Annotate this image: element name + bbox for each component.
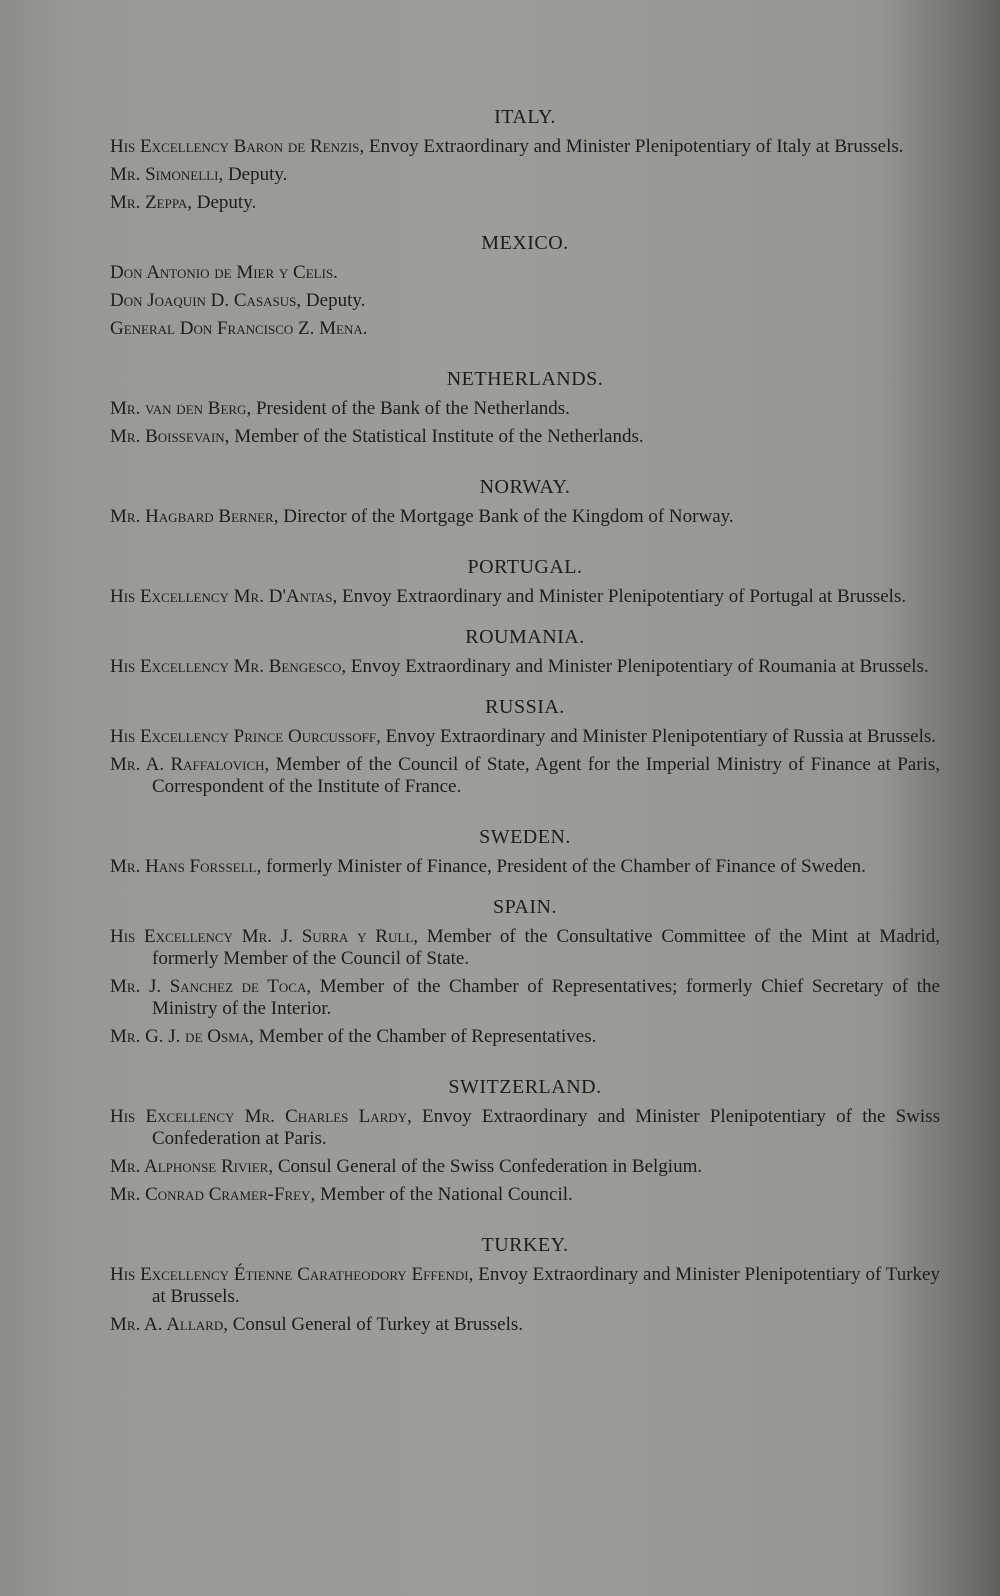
section-portugal [110,556,940,608]
country-heading: RUSSIA. [485,696,565,718]
delegate-entry [110,1314,940,1336]
country-heading: PORTUGAL. [467,556,583,578]
delegates-list [110,106,940,1342]
delegate-name: Mr. Hans Forssell, [110,856,262,877]
delegate-name: Mr. G. J. de Osma, [110,1026,254,1047]
delegate-name: His Excellency Mr. J. Surra y Rull, [110,926,419,947]
delegate-entry [110,926,940,970]
delegate-name: Mr. Zeppa, [110,192,193,213]
delegate-entry [110,262,940,284]
section-roumania [110,626,940,678]
delegate-entry [110,1184,940,1206]
delegate-description: Deputy. [301,290,366,311]
delegate-entry [110,426,940,448]
section-netherlands [110,368,940,448]
delegate-description: formerly Minister of Finance, President of the Chamber of Finance of Sweden. [261,856,866,877]
section-russia [110,696,940,798]
delegate-description: Member of the National Council. [315,1184,573,1205]
section-spain [110,896,940,1048]
delegate-description: Member of the Chamber of Representatives; formerly Chief Secretary of the Ministry of the Interior. [152,976,940,1019]
country-heading: SWITZERLAND. [448,1076,602,1098]
delegate-description: Consul General of Turkey at Brussels. [228,1314,524,1335]
delegate-description: President of the Bank of the Netherlands. [251,398,570,419]
delegate-description: Envoy Extraordinary and Minister Plenipotentiary of Roumania at Brussels. [346,656,929,677]
delegate-entry [110,398,940,420]
delegate-entry [110,318,940,340]
delegate-description: Envoy Extraordinary and Minister Plenipotentiary of Italy at Brussels. [364,136,904,157]
delegate-name: Mr. Alphonse Rivier, [110,1156,274,1177]
delegate-entry [110,290,940,312]
country-heading: SPAIN. [493,896,557,918]
delegate-name: Mr. Simonelli, [110,164,224,185]
delegate-name: His Excellency Mr. Charles Lardy, [110,1106,412,1127]
delegate-name: Mr. J. Sanchez de Toca, [110,976,312,997]
delegate-entry [110,1026,940,1048]
delegate-entry [110,1264,940,1308]
delegate-name: Don Antonio de Mier y Celis. [110,262,338,283]
delegate-description: Member of the Chamber of Representatives. [253,1026,597,1047]
delegate-entry [110,164,940,186]
country-heading: NORWAY. [479,476,571,498]
delegate-entry [110,754,940,798]
delegate-name: General Don Francisco Z. Mena. [110,318,368,339]
delegate-name: Don Joaquin D. Casasus, [110,290,302,311]
delegate-description: Deputy. [192,192,257,213]
delegate-description: Director of the Mortgage Bank of the Kingdom of Norway. [278,506,734,527]
delegate-entry [110,856,940,878]
delegate-entry [110,586,940,608]
delegate-entry [110,1156,940,1178]
delegate-entry [110,656,940,678]
delegate-name: His Excellency Prince Ourcussoff, [110,726,381,747]
delegate-name: Mr. Hagbard Berner, [110,506,279,527]
delegate-name: His Excellency Étienne Caratheodory Effendi, [110,1264,474,1285]
delegate-name: Mr. Conrad Cramer-Frey, [110,1184,316,1205]
country-heading: TURKEY. [481,1234,569,1256]
country-heading: MEXICO. [481,232,569,254]
delegate-name: Mr. A. Allard, [110,1314,228,1335]
delegate-entry [110,506,940,528]
country-heading: SWEDEN. [479,826,571,848]
section-norway [110,476,940,528]
country-heading: ROUMANIA. [465,626,585,648]
country-heading: ITALY. [494,106,556,128]
delegate-name: Mr. Boissevain, [110,426,230,447]
delegate-description: Deputy. [223,164,288,185]
delegate-entry [110,976,940,1020]
delegate-description: Member of the Statistical Institute of the Netherlands. [229,426,644,447]
delegate-description: Member of the Council of State, Agent for the Imperial Ministry of Finance at Paris, Correspondent of the Institute of France. [152,754,940,797]
delegate-entry [110,192,940,214]
delegate-entry [110,136,940,158]
delegate-description: Envoy Extraordinary and Minister Plenipotentiary of Turkey at Brussels. [152,1264,940,1307]
delegate-description: Envoy Extraordinary and Minister Plenipotentiary of Portugal at Brussels. [337,586,907,607]
delegate-description: Envoy Extraordinary and Minister Plenipotentiary of the Swiss Confederation at Paris. [152,1106,940,1149]
section-sweden [110,826,940,878]
delegate-name: His Excellency Mr. D'Antas, [110,586,338,607]
section-mexico [110,232,940,340]
section-italy [110,106,940,214]
delegate-name: His Excellency Mr. Bengesco, [110,656,347,677]
delegate-description: Envoy Extraordinary and Minister Plenipotentiary of Russia at Brussels. [380,726,937,747]
delegate-description: Consul General of the Swiss Confederation in Belgium. [273,1156,703,1177]
delegate-name: Mr. A. Raffalovich, [110,754,270,775]
delegate-description: Member of the Consultative Committee of the Mint at Madrid, formerly Member of the Council of State. [152,926,940,969]
country-heading: NETHERLANDS. [446,368,604,390]
section-turkey [110,1234,940,1336]
section-switzerland [110,1076,940,1206]
delegate-entry [110,726,940,748]
delegate-entry [110,1106,940,1150]
delegate-name: Mr. van den Berg, [110,398,252,419]
delegate-name: His Excellency Baron de Renzis, [110,136,365,157]
